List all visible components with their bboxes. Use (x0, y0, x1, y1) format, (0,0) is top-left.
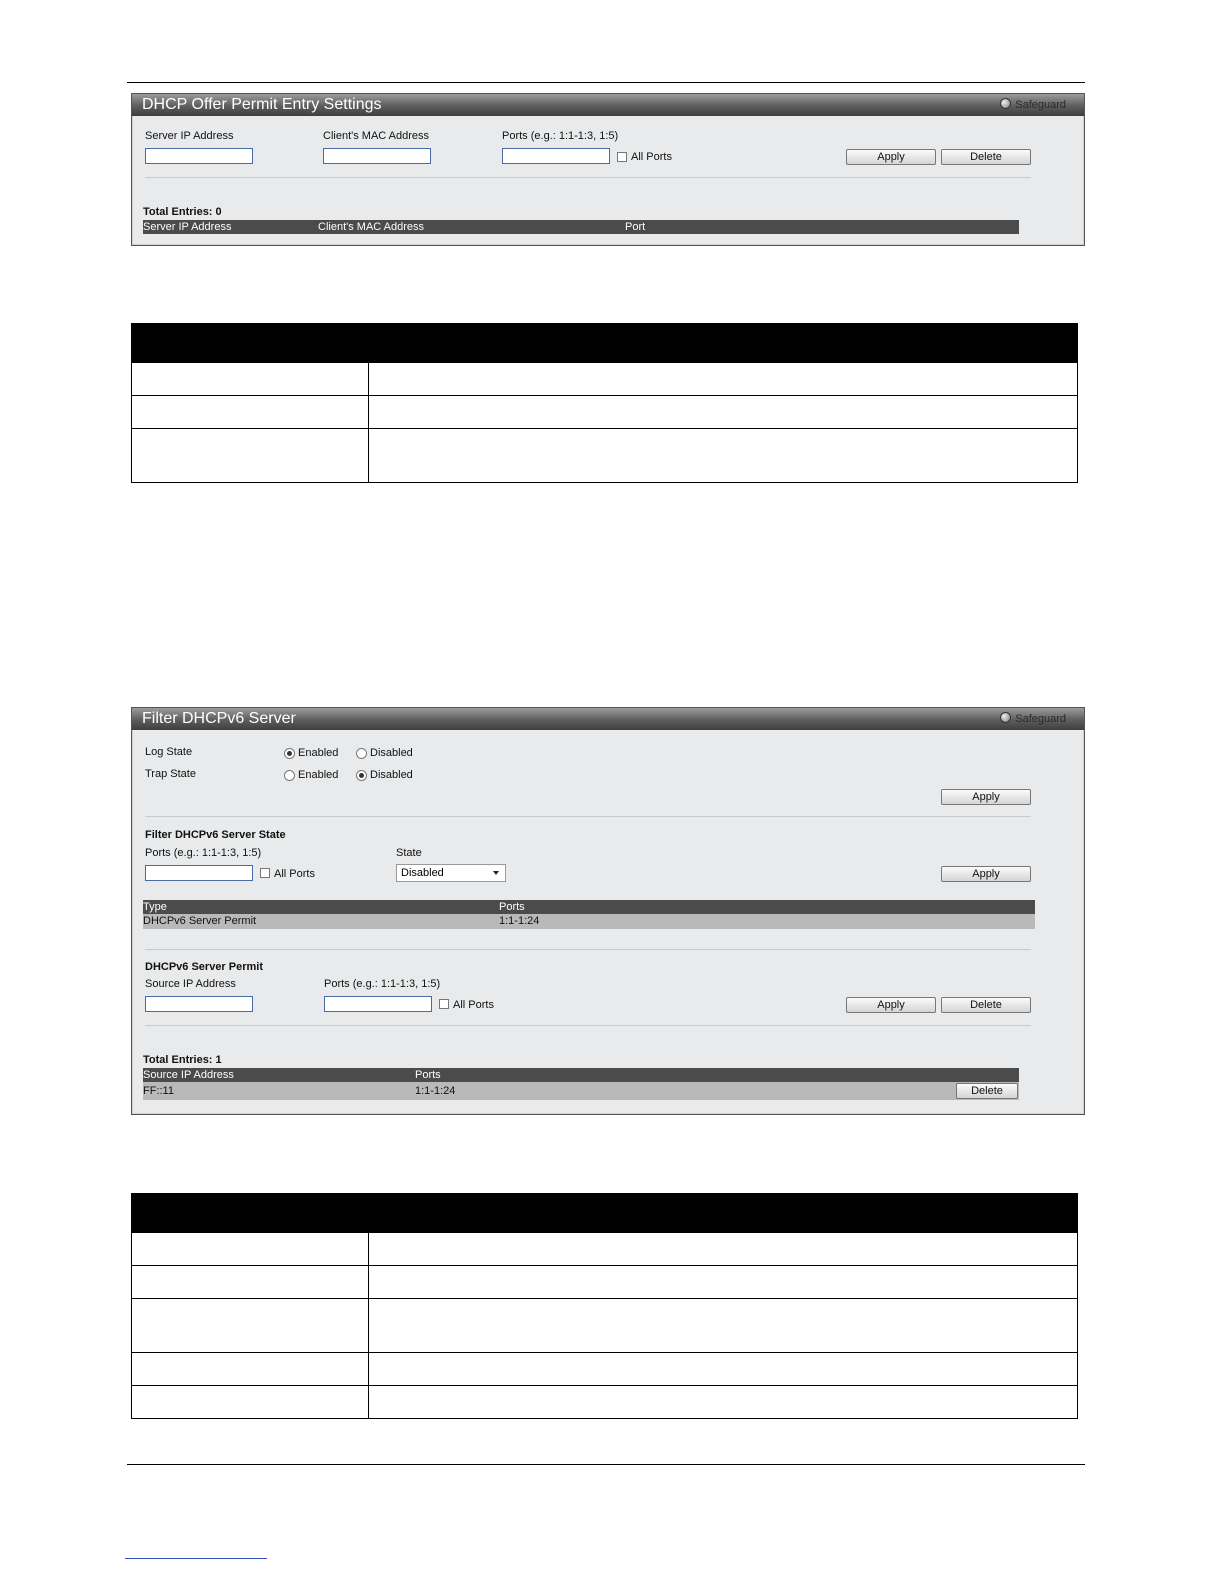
table-row (132, 1386, 1078, 1419)
all-ports-label: All Ports (631, 151, 672, 163)
permit-ports-input[interactable] (324, 996, 432, 1012)
safeguard-indicator (1000, 94, 1066, 116)
col-source-ip: Source IP Address (143, 1069, 234, 1081)
row-source-ip: FF::11 (143, 1085, 174, 1097)
log-state-enabled-radio[interactable] (284, 748, 295, 759)
panel-title-text: DHCP Offer Permit Entry Settings (142, 96, 382, 113)
permit-all-ports-checkbox[interactable] (439, 999, 449, 1009)
state-select[interactable] (396, 864, 506, 882)
state-label: State (396, 847, 422, 859)
description-table-1 (131, 323, 1078, 483)
log-state-disabled-radio[interactable] (356, 748, 367, 759)
log-state-enabled-label: Enabled (298, 747, 339, 759)
permit-apply-button[interactable]: Apply (846, 997, 936, 1013)
row-ports: 1:1-1:24 (499, 915, 540, 927)
log-state-disabled-label: Disabled (370, 747, 413, 759)
trap-state-disabled-radio[interactable] (356, 770, 367, 781)
table-row (132, 1266, 1078, 1299)
permit-all-ports-label: All Ports (453, 999, 494, 1011)
table-header-row (132, 324, 1078, 363)
footer-link-underline[interactable] (125, 1558, 267, 1559)
permit-section-title: DHCPv6 Server Permit (145, 961, 264, 973)
table-row (143, 1082, 1019, 1100)
col-client-mac: Client's MAC Address (318, 221, 425, 233)
source-ip-input[interactable] (145, 996, 253, 1012)
separator (145, 1025, 1031, 1026)
client-mac-input[interactable] (323, 148, 431, 164)
safeguard-label: Safeguard (1015, 713, 1066, 725)
row-type: DHCPv6 Server Permit (143, 915, 257, 927)
server-ip-input[interactable] (145, 148, 253, 164)
total-entries: Total Entries: 1 (143, 1054, 222, 1066)
safeguard-indicator (1000, 708, 1066, 730)
safeguard-icon (1000, 712, 1011, 723)
permit-table-header (143, 1068, 1019, 1082)
delete-button[interactable]: Delete (941, 149, 1031, 165)
source-ip-label: Source IP Address (145, 978, 236, 990)
table-header-row (132, 1194, 1078, 1233)
state-all-ports-checkbox[interactable] (260, 868, 270, 878)
top-rule (127, 82, 1085, 83)
table-row (132, 1299, 1078, 1353)
ports-label: Ports (e.g.: 1:1-1:3, 1:5) (502, 130, 619, 142)
permit-ports-label: Ports (e.g.: 1:1-1:3, 1:5) (324, 978, 441, 990)
state-ports-label: Ports (e.g.: 1:1-1:3, 1:5) (145, 847, 262, 859)
dhcp-offer-permit-panel (131, 93, 1085, 246)
col-ports: Ports (415, 1069, 441, 1081)
trap-state-disabled-label: Disabled (370, 769, 413, 781)
safeguard-label: Safeguard (1015, 99, 1066, 111)
total-entries: Total Entries: 0 (143, 206, 222, 218)
apply-button[interactable]: Apply (846, 149, 936, 165)
row-delete-button[interactable]: Delete (956, 1083, 1018, 1099)
col-server-ip: Server IP Address (143, 221, 232, 233)
table-row (132, 396, 1078, 429)
panel-title (132, 708, 1084, 730)
table-row (132, 1353, 1078, 1386)
separator (145, 949, 1031, 950)
state-select-value: Disabled (401, 867, 444, 879)
all-ports-checkbox[interactable] (617, 152, 627, 162)
ports-input[interactable] (502, 148, 610, 164)
trap-state-label: Trap State (145, 768, 196, 780)
table-row (143, 914, 1035, 929)
table-row (132, 429, 1078, 483)
entries-table-header (143, 220, 1019, 234)
col-port: Port (625, 221, 646, 233)
trap-state-enabled-radio[interactable] (284, 770, 295, 781)
bottom-rule (127, 1464, 1085, 1465)
log-state-label: Log State (145, 746, 193, 758)
server-ip-label: Server IP Address (145, 130, 234, 142)
separator (145, 816, 1031, 817)
table-row (132, 1233, 1078, 1266)
col-type: Type (143, 901, 167, 913)
col-ports: Ports (499, 901, 525, 913)
table-row (132, 363, 1078, 396)
state-apply-button[interactable]: Apply (941, 789, 1031, 805)
chevron-down-icon (493, 871, 499, 875)
state-all-ports-label: All Ports (274, 868, 315, 880)
filter-state-apply-button[interactable]: Apply (941, 866, 1031, 882)
state-ports-input[interactable] (145, 865, 253, 881)
trap-state-enabled-label: Enabled (298, 769, 339, 781)
panel-title (132, 94, 1084, 116)
state-table-header (143, 900, 1035, 914)
row-ports: 1:1-1:24 (415, 1085, 456, 1097)
panel-title-text: Filter DHCPv6 Server (142, 710, 296, 727)
filter-dhcpv6-server-panel (131, 707, 1085, 1115)
client-mac-label: Client's MAC Address (323, 130, 430, 142)
description-table-2 (131, 1193, 1078, 1419)
filter-state-section-title: Filter DHCPv6 Server State (145, 829, 286, 841)
separator (145, 177, 1031, 178)
safeguard-icon (1000, 98, 1011, 109)
permit-delete-button[interactable]: Delete (941, 997, 1031, 1013)
